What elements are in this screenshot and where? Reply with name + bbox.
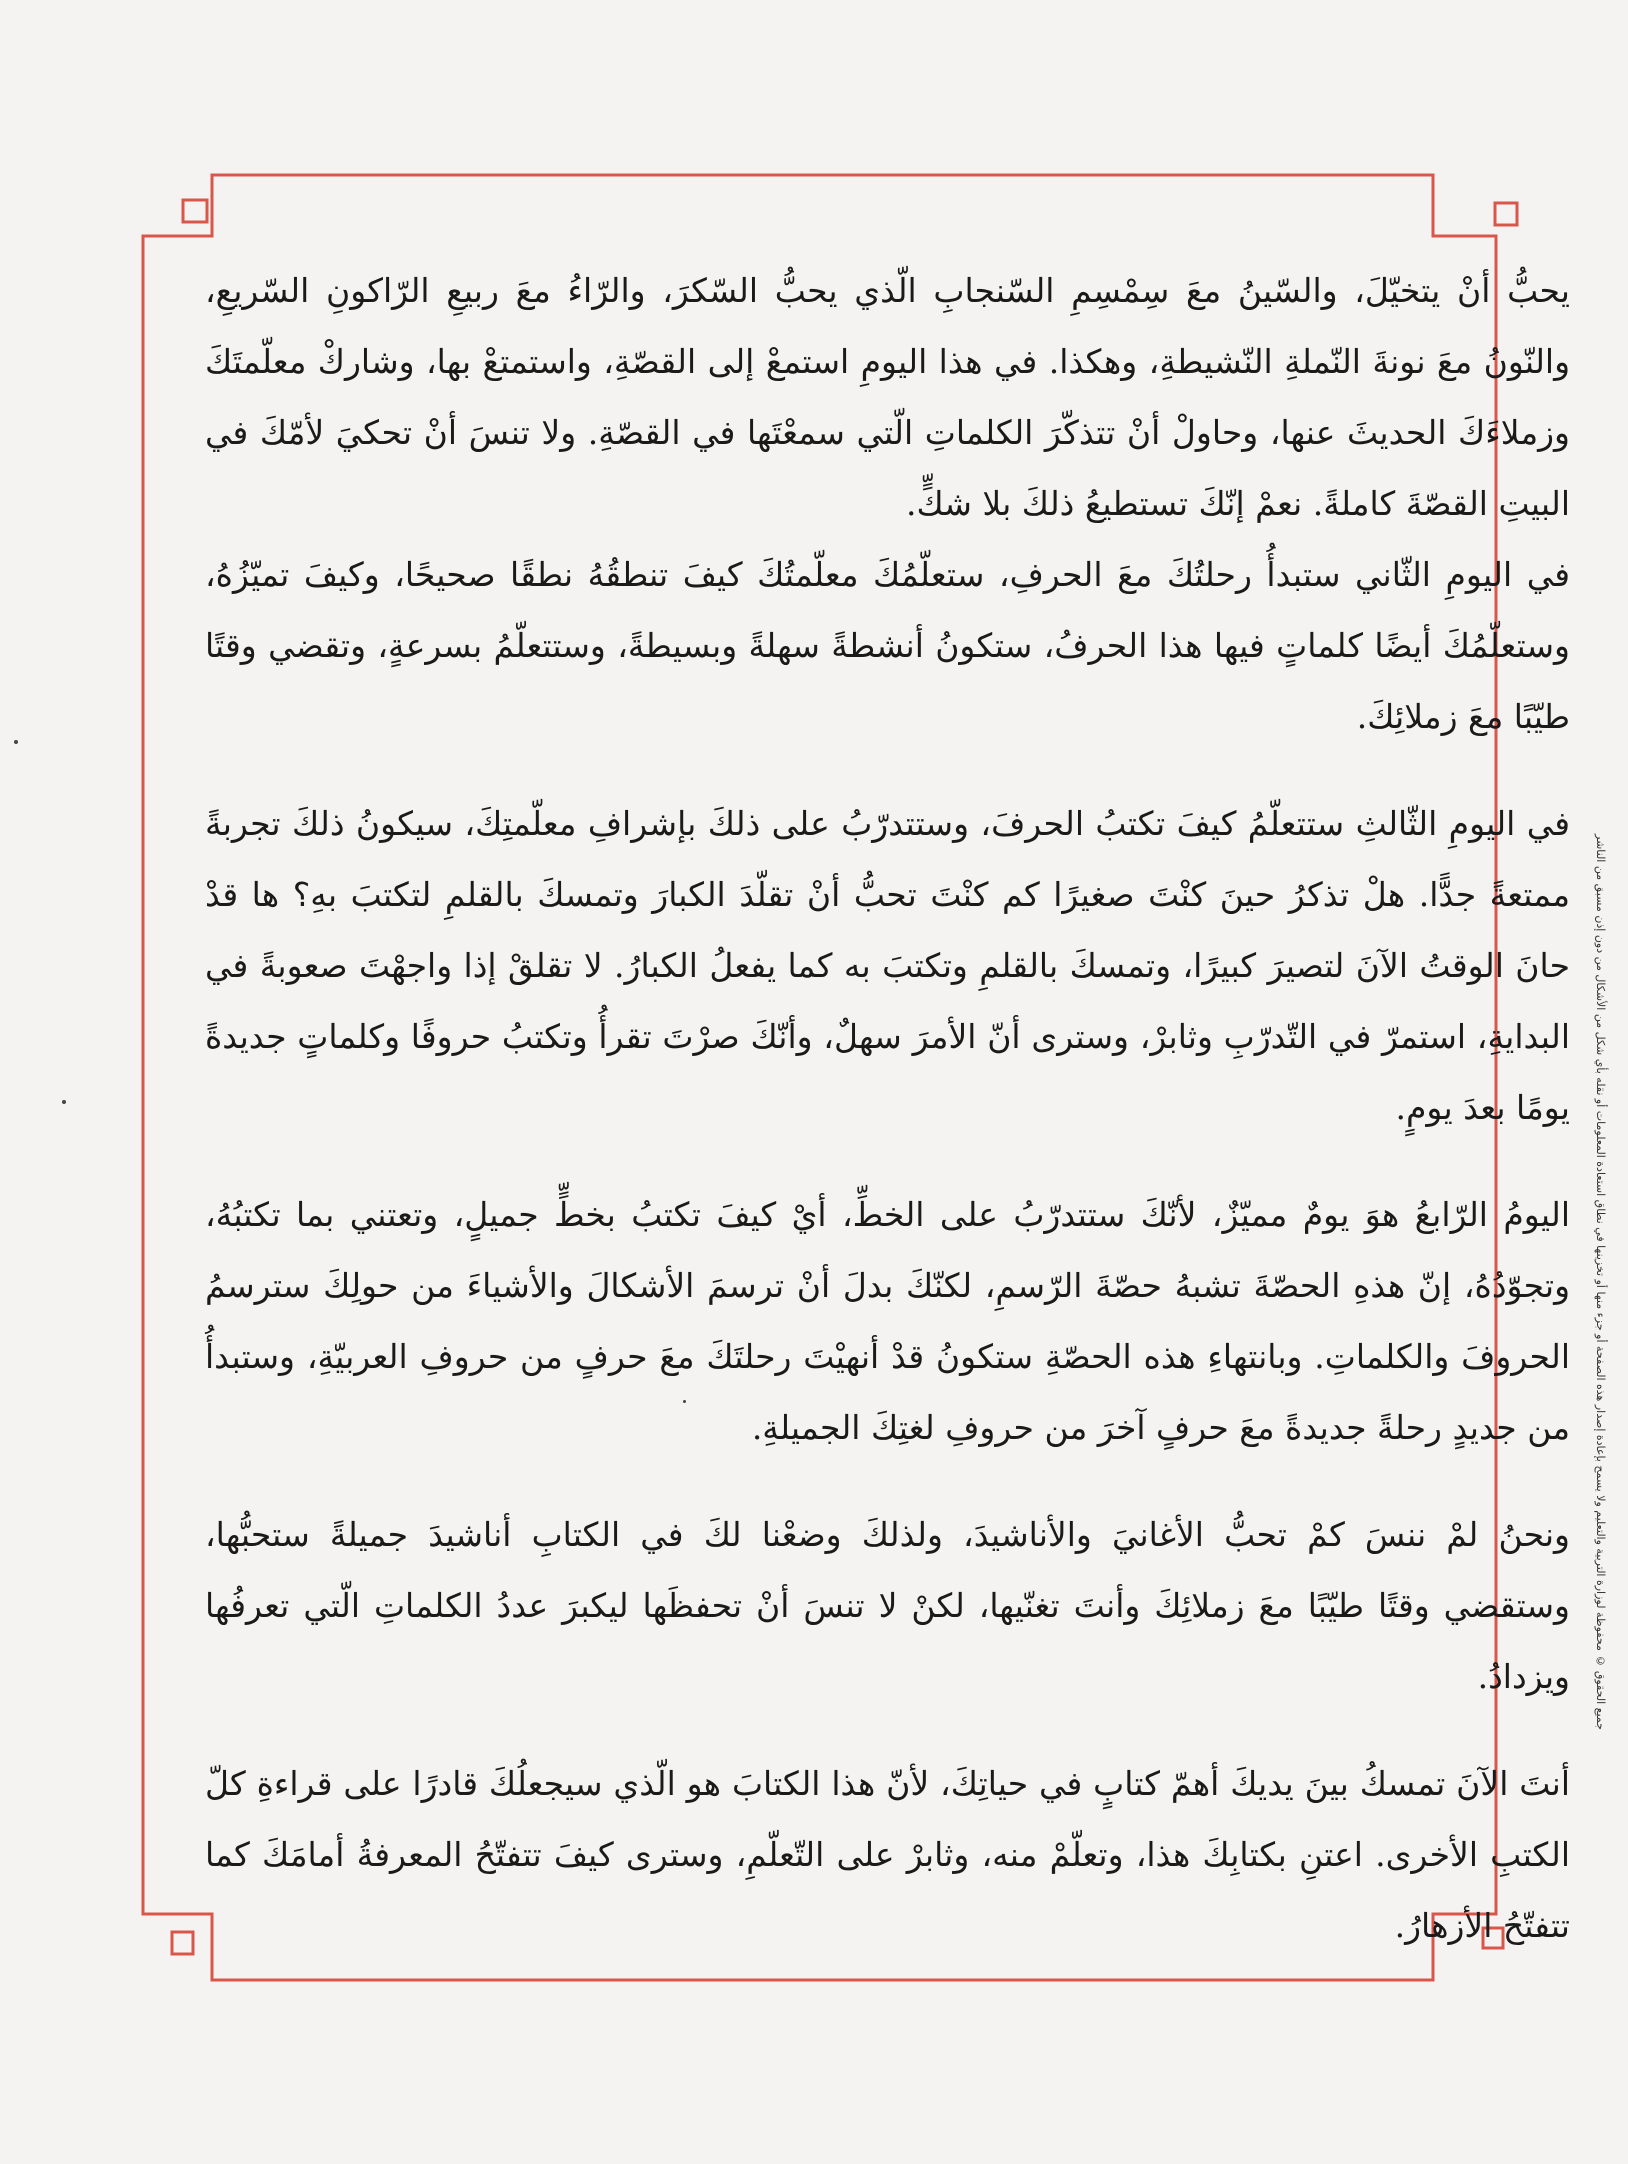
scan-speck <box>683 1400 686 1403</box>
page-body <box>205 255 1570 1945</box>
paragraph-4: اليومُ الرّابعُ هوَ يومٌ مميّزٌ، لأنّكَ ستتدرّبُ على الخطِّ، أيْ كيفَ تكتبُ بخطٍّ جميلٍ، وتعتني بما تكتبُهُ، وتجوّدُهُ، إنّ هذهِ الحصّةَ تشبهُ حصّةَ الرّسمِ، لكنّكَ بدلَ أنْ ترسمَ الأشكالَ والأشياءَ من حولِكَ سترسمُ الحروفَ والكلماتِ. وبانتهاءِ هذه الحصّةِ ستكونُ قدْ أنهيْتَ رحلتَكَ معَ حرفٍ من حروفِ العربيّةِ، وستبدأُ من جديدٍ رحلةً جديدةً معَ حرفٍ آخرَ من حروفِ لغتِكَ الجميلةِ. <box>205 1195 1570 1447</box>
paragraph-5: ونحنُ لمْ ننسَ كمْ تحبُّ الأغانيَ والأناشيدَ، ولذلكَ وضعْنا لكَ في الكتابِ أناشيدَ جميلةً ستحبُّها، وستقضي وقتًا طيّبًا معَ زملائِكَ وأنتَ تغنّيها، لكنْ لا تنسَ أنْ تحفظَها ليكبرَ عددُ الكلماتِ الّتي تعرفُها ويزدادُ. <box>205 1515 1570 1696</box>
scan-speck <box>14 740 18 744</box>
paragraph-1: يحبُّ أنْ يتخيّلَ، والسّينُ معَ سِمْسِمِ السّنجابِ الّذي يحبُّ السّكرَ، والرّاءُ معَ ربيعِ الرّاكونِ السّريعِ، والنّونُ معَ نونةَ النّملةِ النّشيطةِ، وهكذا. في هذا اليومِ استمعْ إلى القصّةِ، واستمتعْ بها، وشاركْ معلّمتَكَ وزملاءَكَ الحديثَ عنها، وحاولْ أنْ تتذكّرَ الكلماتِ الّتي سمعْتَها في القصّةِ. ولا تنسَ أنْ تحكيَ لأمّكَ في البيتِ القصّةَ كاملةً. نعمْ إنّكَ تستطيعُ ذلكَ بلا شكٍّ. <box>205 271 1570 523</box>
corner-ornament-bottom-left <box>172 1932 193 1954</box>
paragraph-6: أنتَ الآنَ تمسكُ بينَ يديكَ أهمّ كتابٍ في حياتِكَ، لأنّ هذا الكتابَ هو الّذي سيجعلُكَ قادرًا على قراءةِ كلّ الكتبِ الأخرى. اعتنِ بكتابِكَ هذا، وتعلّمْ منه، وثابرْ على التّعلّمِ، وسترى كيفَ تتفتّحُ المعرفةُ أمامَكَ كما تتفتّحُ الأزهارُ. <box>205 1764 1570 1945</box>
paragraph-3: في اليومِ الثّالثِ ستتعلّمُ كيفَ تكتبُ الحرفَ، وستتدرّبُ على ذلكَ بإشرافِ معلّمتِكَ، سيكونُ ذلكَ تجربةً ممتعةً جدًّا. هلْ تذكرُ حينَ كنْتَ صغيرًا كم كنْتَ تحبُّ أنْ تقلّدَ الكبارَ وتمسكَ بالقلمِ لتكتبَ بهِ؟ ها قدْ حانَ الوقتُ الآنَ لتصيرَ كبيرًا، وتمسكَ بالقلمِ وتكتبَ به كما يفعلُ الكبارُ. لا تقلقْ إذا واجهْتَ صعوبةً في البدايةِ، استمرّ في التّدرّبِ وثابرْ، وسترى أنّ الأمرَ سهلٌ، وأنّكَ صرْتَ تقرأُ وتكتبُ حروفًا وكلماتٍ جديدةً يومًا بعدَ يومٍ. <box>205 804 1570 1127</box>
scan-speck <box>62 1100 66 1104</box>
copyright-side-note: جميع الحقوق © محفوظة لوزارة التربية والتعليم ولا يسمح بإعادة إصدار هذه الصفحة أو جزء منها أو تخزينها في نطاق استعادة المعلومات أو نقله بأي شكل من الأشكال من دون إذن مسبق من الناشر <box>1594 834 1607 1730</box>
corner-ornament-top-right <box>1495 203 1517 225</box>
paragraph-2: في اليومِ الثّاني ستبدأُ رحلتُكَ معَ الحرفِ، ستعلّمُكَ معلّمتُكَ كيفَ تنطقُهُ نطقًا صحيحًا، وكيفَ تميّزُهُ، وستعلّمُكَ أيضًا كلماتٍ فيها هذا الحرفُ، ستكونُ أنشطةً سهلةً وبسيطةً، وستتعلّمُ بسرعةٍ، وتقضي وقتًا طيّبًا معَ زملائِكَ. <box>205 555 1570 736</box>
corner-ornament-top-left <box>183 200 212 222</box>
